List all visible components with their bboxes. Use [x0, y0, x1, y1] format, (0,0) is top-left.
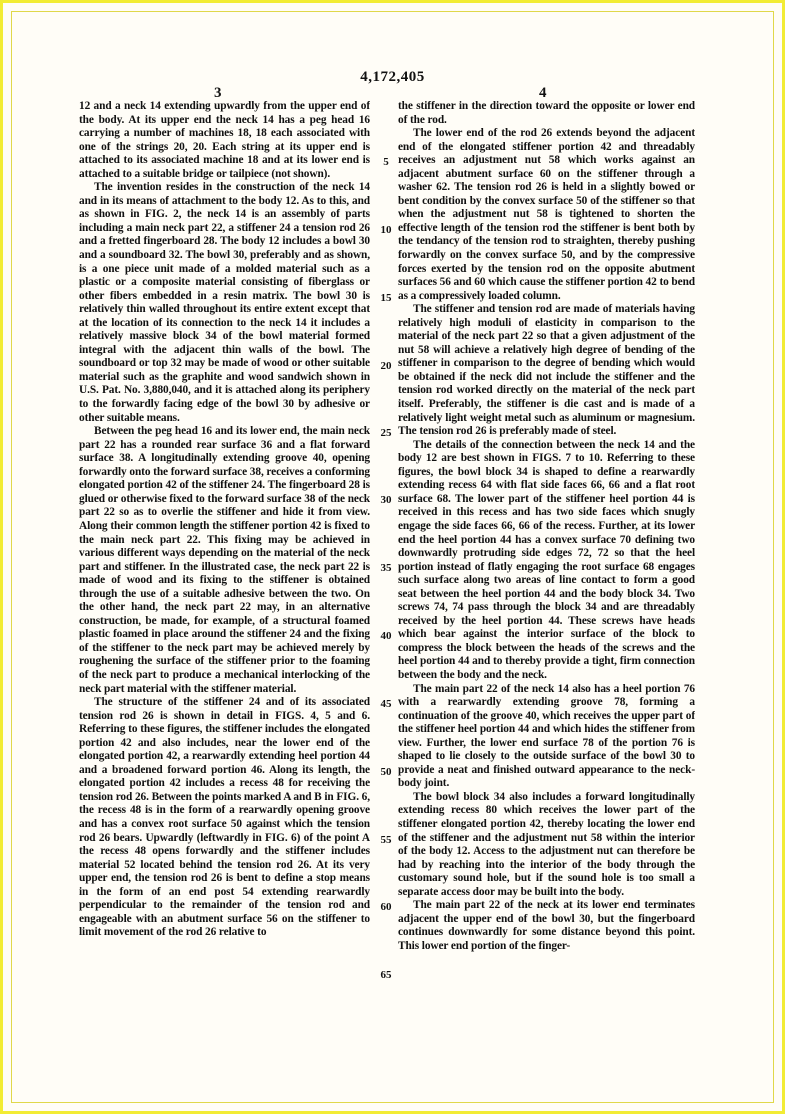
text-column-right	[398, 100, 695, 1094]
paragraph: The invention resides in the construction of the neck 14 and in its means of attachment to the body 12. As to this, and as shown in FIG. 2, the neck 14 is an assembly of parts including a main neck part 22, a stiffener 24 a tension rod 26 and a fretted fingerboard 28. The body 12 includes a bowl 30 and a soundboard 32. The bowl 30, preferably and as shown, is a one piece unit made of a molded material such as a plastic or a composite material consisting of fiberglass or other fibers embedded in a resin matrix. The bowl 30 is relatively thin walled throughout its entire extent except that at the location of its connection to the neck 14 it includes a relatively massive block 34 of the bowl material formed integral with the adjacent thin walls of the bowl. The soundboard or top 32 may be made of wood or other suitable material such as the graphite and wood sandwich shown in U.S. Pat. No. 3,880,040, and it is attached along its periphery to the forwardly facing edge of the bowl 30 by adhesive or other suitable means.	[79, 181, 370, 424]
line-number: 45	[380, 698, 392, 710]
paragraph: the stiffener in the direction toward the opposite or lower end of the rod.	[398, 100, 695, 126]
line-number: 40	[380, 630, 392, 642]
paragraph: Between the peg head 16 and its lower end, the main neck part 22 has a rounded rear surface 36 and a flat forward surface 38. A longitudinally extending groove 40, opening forwardly onto the forward surface 38, receives a conforming elongated portion 42 of the stiffener 24. The fingerboard 28 is glued or otherwise fixed to the forward surface 38 of the neck part 22 so as to overlie the stiffener and hide it from view. Along their common length the stiffener portion 42 is fixed to the main neck part 22. This fixing may be achieved in various different ways depending on the material of the neck part and stiffener. In the illustrated case, the neck part 22 is made of wood and its fixing to the stiffener is obtained through the use of a suitable adhesive between the two. On the other hand, the neck part 22 may, in an alternative construction, be made, for example, of a structural foamed plastic foamed in place around the stiffener 24 and the fixing of the stiffener to the neck part may be achieved merely by roughening the surface of the stiffener prior to the foaming of the neck part to produce a mechanical interlocking of the neck part material with the stiffener material.	[79, 425, 370, 695]
paragraph: The lower end of the rod 26 extends beyond the adjacent end of the elongated stiffener portion 42 and threadably receives an adjustment nut 58 which works against an adjacent abutment surface 60 on the stiffener through a washer 62. The tension rod 26 is held in a slightly bowed or bent condition by the convex surface 50 of the stiffener so that when the adjustment nut 58 is tightened to shorten the effective length of the tension rod the stiffener is bent both by the tendancy of the tension rod to straighten, thereby pushing forwardly on the convex surface 50, and by the compressive forces exerted by the tension rod on the opposite abutment surfaces 56 and 60 which cause the stiffener portion 42 to bend as a compressively loaded column.	[398, 127, 695, 302]
paragraph: The structure of the stiffener 24 and of its associated tension rod 26 is shown in detail in FIGS. 4, 5 and 6. Referring to these figures, the stiffener includes the elongated portion 42 and also includes, near the lower end of the elongated portion 42, a rearwardly extending heel portion 44 and a broadened forward portion 46. Along its length, the elongated portion 42 includes a recess 48 for receiving the tension rod 26. Between the points marked A and B in FIG. 6, the recess 48 is in the form of a rearwardly opening groove and has a convex root surface 50 against which the tension rod 26 bears. Upwardly (leftwardly in FIG. 6) of the point A the recess 48 opens forwardly and the stiffener includes material 52 located behind the tension rod 26. At its very upper end, the tension rod 26 is bent to define a stop means in the form of an end post 54 extending rearwardly perpendicular to the remainder of the tension rod and engageable with an abutment surface 56 on the stiffener to limit movement of the rod 26 relative to	[79, 696, 370, 939]
line-number: 25	[380, 427, 392, 439]
line-number: 10	[380, 224, 392, 236]
line-number: 15	[380, 292, 392, 304]
paragraph: The main part 22 of the neck at its lower end terminates adjacent the upper end of the bowl 30, but the fingerboard continues downwardly for some distance beyond this point. This lower end portion of the finger-	[398, 899, 695, 952]
paragraph: The stiffener and tension rod are made of materials having relatively high moduli of elasticity in comparison to the material of the neck part 22 so that a given adjustment of the nut 58 will achieve a relatively high degree of bending of the stiffener in comparison to the degree of bending which would be obtained if the neck did not include the stiffener and the tension rod worked directly on the material of the neck part itself. Preferably, the stiffener is die cast and is made of a relatively light weight metal such as aluminum or magnesium. The tension rod 26 is preferably made of steel.	[398, 303, 695, 438]
column-number-right: 4	[539, 85, 547, 101]
paragraph: The bowl block 34 also includes a forward longitudinally extending recess 80 which receives the lower part of the stiffener elongated portion 42, thereby locating the lower end of the stiffener and the adjustment nut 58 within the interior of the body 12. Access to the adjustment nut can therefore be had by reaching into the interior of the body through the customary sound hole, but if the sound hole is too small a separate access door may be built into the body.	[398, 790, 695, 898]
column-number-left: 3	[214, 85, 222, 101]
line-number: 5	[383, 156, 389, 168]
line-number: 60	[380, 901, 392, 913]
paragraph: The details of the connection between the neck 14 and the body 12 are best shown in FIGS. 7 to 10. Referring to these figures, the bowl block 34 is shaped to define a rearwardly extending recess 64 with flat side faces 66, 66 and a flat root surface 68. The lower part of the stiffener heel portion 44 is received in this recess and has two side faces which snugly engage the side faces 66, 66 of the recess. Further, at its lower end the heel portion 44 has a convex surface 70 defining two downwardly protruding side edges 72, 72 so that the heel portion instead of flatly engaging the root surface 68 engages such surface along two areas of line contact to form a good seat between the heel portion 44 and the body block 34. Two screws 74, 74 pass through the block 34 and are threadably received by the heel portion 44. These screws have heads which bear against the interior surface of the block to compress the block between the heads of the screws and the heel portion 44 and to thereby provide a tight, firm connection between the body and the neck.	[398, 438, 695, 681]
line-number: 30	[380, 494, 392, 506]
line-number: 20	[380, 360, 392, 372]
patent-number: 4,172,405	[360, 69, 425, 85]
line-number: 65	[380, 969, 392, 981]
paragraph: The main part 22 of the neck 14 also has a heel portion 76 with a rearwardly extending groove 78, forming a continuation of the groove 40, which receives the upper part of the stiffener heel portion 44 and which hides the stiffener from view. Further, the lower end surface 78 of the portion 76 is shaped to lie closely to the outside surface of the bowl 30 to provide a neat and finished outward appearance to the neck-body joint.	[398, 682, 695, 790]
line-number: 35	[380, 562, 392, 574]
line-number: 55	[380, 834, 392, 846]
paragraph: 12 and a neck 14 extending upwardly from the upper end of the body. At its upper end the neck 14 has a peg head 16 carrying a number of machines 18, 18 each associated with one of the strings 20, 20. Each string at its upper end is attached to its associated machine 18 and at its lower end is attached to a suitable bridge or tailpiece (not shown).	[79, 100, 370, 180]
text-column-left	[79, 100, 370, 1094]
line-number: 50	[380, 766, 392, 778]
